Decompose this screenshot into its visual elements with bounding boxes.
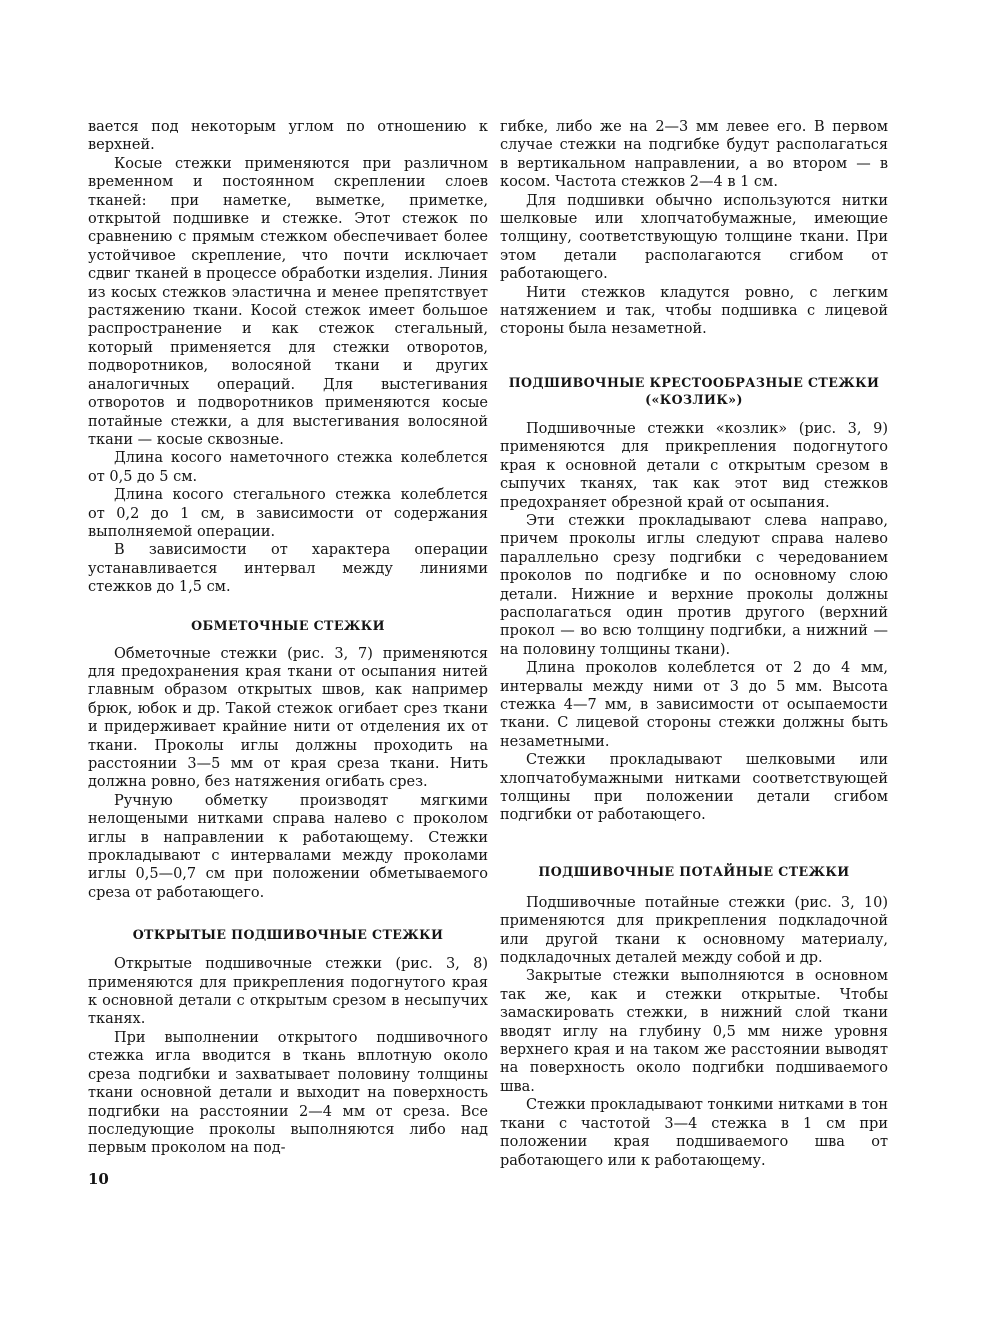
paragraph: Длина косого стегального стежка колеблется от 0,2 до 1 см, в зависимости от содержания выполняемой операции. (88, 487, 488, 540)
section-heading: ПОДШИВОЧНЫЕ ПОТАЙНЫЕ СТЕЖКИ (538, 863, 850, 879)
paragraph: При выполнении открытого подшивочного стежка игла вводится в ткань вплотную около среза подгибки и захватывает половину толщины ткани основной детали и выходит на поверхность подгибки на расстоянии 2—4 мм от среза. Все последующие проколы выполняются либо над первым проколом на под- (88, 1029, 488, 1157)
section-heading: ОТКРЫТЫЕ ПОДШИВОЧНЫЕ СТЕЖКИ (132, 927, 444, 943)
paragraph: Стежки прокладывают тонкими нитками в тон ткани с частотой 3—4 стежка в 1 см при положении края подшиваемого шва от работающего или к работающему. (500, 1097, 888, 1169)
paragraph: Ручную обметку производят мягкими нелощеными нитками справа налево с проколом иглы в направлении к работающему. Стежки прокладывают с интервалами между проколами иглы 0,5—0,7 см при положении обметываемого среза от работающего. (88, 792, 488, 901)
paragraph: Эти стежки прокладывают слева направо, причем проколы иглы следуют справа налево параллельно срезу подгибки с чередованием проколов по подгибке и по основному слою детали. Нижние и верхние проколы должны располагаться один против другого (верхний прокол — во всю толщину подгибки, а нижний — на половину толщины ткани). (500, 512, 888, 658)
paragraph: Стежки прокладывают шелковыми или хлопчатобумажными нитками соответствующей толщины при положении детали сгибом подгибки от работающего. (500, 752, 888, 824)
paragraph: Закрытые стежки выполняются в основном так же, как и стежки открытые. Чтобы замаскировать стежки, в нижний слой ткани вводят иглу на глубину 0,5 мм ниже уровня верхнего края и на таком же расстоянии выводят на поверхность около подгибки подшиваемого шва. (500, 968, 888, 1095)
paragraph: Подшивочные потайные стежки (рис. 3, 10) применяются для прикрепления подкладочной или другой ткани к основному материалу, подкладочных деталей между собой и др. (500, 894, 888, 967)
paragraph: Длина косого наметочного стежка колеблется от 0,5 до 5 см. (88, 450, 488, 485)
section-heading: ПОДШИВОЧНЫЕ КРЕСТООБРАЗНЫЕ СТЕЖКИ («КОЗЛИК») (508, 374, 880, 407)
paragraph: В зависимости от характера операции устанавливается интервал между линиями стежков до 1,5 см. (88, 542, 488, 596)
left-column (88, 118, 488, 1158)
page-number: 10 (88, 1170, 109, 1188)
paragraph: Косые стежки применяются при различном временном и постоянном скреплении слоев тканей: при наметке, выметке, приметке, открытой подшивке и стежке. Этот стежок по сравнению с прямым стежком обеспечивает более устойчивое скрепление, что почти исключает сдвиг тканей в процессе обработки изделия. Линия из косых стежков эластична и менее препятствует растяжению ткани. Косой стежок имеет большое распространение и как стежок стегальный, который применяется для стежки отворотов, подворотников, волосяной ткани и других аналогичных операций. Для выстегивания отворотов и подворотников применяются косые потайные стежки, а для выстегивания волосяной ткани — косые сквозные. (88, 155, 488, 448)
paragraph: Для подшивки обычно используются нитки шелковые или хлопчатобумажные, имеющие толщину, соответствующую толщине ткани. При этом детали располагаются сгибом от работающего. (500, 192, 888, 283)
paragraph: вается под некоторым углом по отношению к верхней. (88, 119, 488, 154)
paragraph: Нити стежков кладутся ровно, с легким натяжением и так, чтобы подшивка с лицевой стороны была незаметной. (500, 284, 888, 338)
paragraph: Обметочные стежки (рис. 3, 7) применяются для предохранения края ткани от осыпания нитей главным образом открытых швов, как например брюк, юбок и др. Такой стежок огибает срез ткани и придерживает крайние нити от отделения их от ткани. Проколы иглы должны проходить на расстоянии 3—5 мм от края среза ткани. Нить должна ровно, без натяжения огибать срез. (88, 645, 488, 791)
right-column (500, 118, 888, 1170)
paragraph: Открытые подшивочные стежки (рис. 3, 8) применяются для прикрепления подогнутого края к основной детали с открытым срезом в несыпучих тканях. (88, 956, 488, 1028)
section-heading: ОБМЕТОЧНЫЕ СТЕЖКИ (191, 617, 385, 633)
paragraph: гибке, либо же на 2—3 мм левее его. В первом случае стежки на подгибке будут располагаться в вертикальном направлении, а во втором — в косом. Частота стежков 2—4 в 1 см. (500, 119, 888, 191)
paragraph: Длина проколов колеблется от 2 до 4 мм, интервалы между ними от 3 до 5 мм. Высота стежка 4—7 мм, в зависимости от осыпаемости ткани. С лицевой стороны стежки должны быть незаметными. (500, 660, 888, 750)
paragraph: Подшивочные стежки «козлик» (рис. 3, 9) применяются для прикрепления подогнутого края к основной детали с открытым срезом в сыпучих тканях, так как этот вид стежков предохраняет обрезной край от осыпания. (500, 420, 888, 511)
